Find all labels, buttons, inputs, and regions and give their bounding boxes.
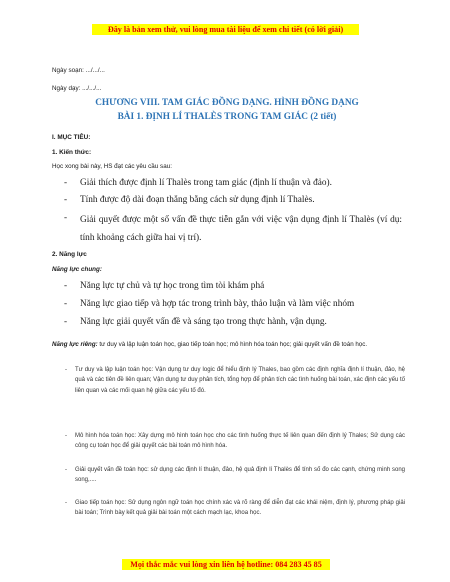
knowledge-heading: 1. Kiến thức: xyxy=(52,149,92,156)
specific-competency xyxy=(52,340,402,350)
specific-competency-item: - Giải quyết vấn đề toán học: sử dụng các định lí thuận, đảo, hệ quả định lí Thalès để tính số đo các cạnh, chứng minh song song,.... xyxy=(65,467,405,484)
specific-competency-label: Năng lực riêng: xyxy=(52,341,98,348)
specific-competency-text: tư duy và lập luận toán học, giao tiếp toán học; mô hình hóa toán học; giải quyết vấn đề toán học. xyxy=(97,341,368,348)
competency-heading: 2. Năng lực xyxy=(52,251,87,258)
specific-competency-item: - Mô hình hóa toán học: Xây dựng mô hình toán học cho các tình huống thực tế liên quan đến định lý Thales; Sử dụng các công cụ toán học để giải quyết các bài toán mô hình hóa. xyxy=(65,433,405,450)
lesson-title: BÀI 1. ĐỊNH LÍ THALÈS TRONG TAM GIÁC (2 tiết) xyxy=(117,112,337,122)
general-competency-label: Năng lực chung: xyxy=(52,266,102,273)
date-prepared: Ngày soạn: .../.../... xyxy=(52,67,105,74)
section-objectives: I. MỤC TIÊU: xyxy=(52,134,91,141)
chapter-title: CHƯƠNG VIII. TAM GIÁC ĐỒNG DẠNG. HÌNH ĐỒNG DẠNG xyxy=(95,98,359,108)
date-taught: Ngày dạy: .../.../... xyxy=(52,85,102,92)
specific-competency-item: - Tư duy và lập luận toán học: Vận dụng tư duy logic để hiểu định lý Thales, bao gồm các định nghĩa định lí thuận, đảo, hệ quả và các tiên đề liên quan; Vận dụng tư duy phân tích, tổng hợp để phân tích các tình huống bài toán, xác định các yếu tố liên quan và các mối quan hệ giữa các yếu tố đó. xyxy=(65,367,405,394)
knowledge-intro: Học xong bài này, HS đạt các yêu cầu sau: xyxy=(52,163,172,170)
preview-banner: Đây là bản xem thử, vui lòng mua tài liệu để xem chi tiết (có lời giải) xyxy=(92,24,359,35)
specific-competency-item: - Giao tiếp toán học: Sử dụng ngôn ngữ toán học chính xác và rõ ràng để diễn đạt các khái niệm, định lý, phương pháp giải bài toán; Trình bày kết quả giải bài toán một cách mạch lạc, khoa học. xyxy=(65,500,405,517)
hotline-banner: Mọi thắc mắc vui lòng xin liên hệ hotline: 084 283 45 85 xyxy=(122,559,330,570)
